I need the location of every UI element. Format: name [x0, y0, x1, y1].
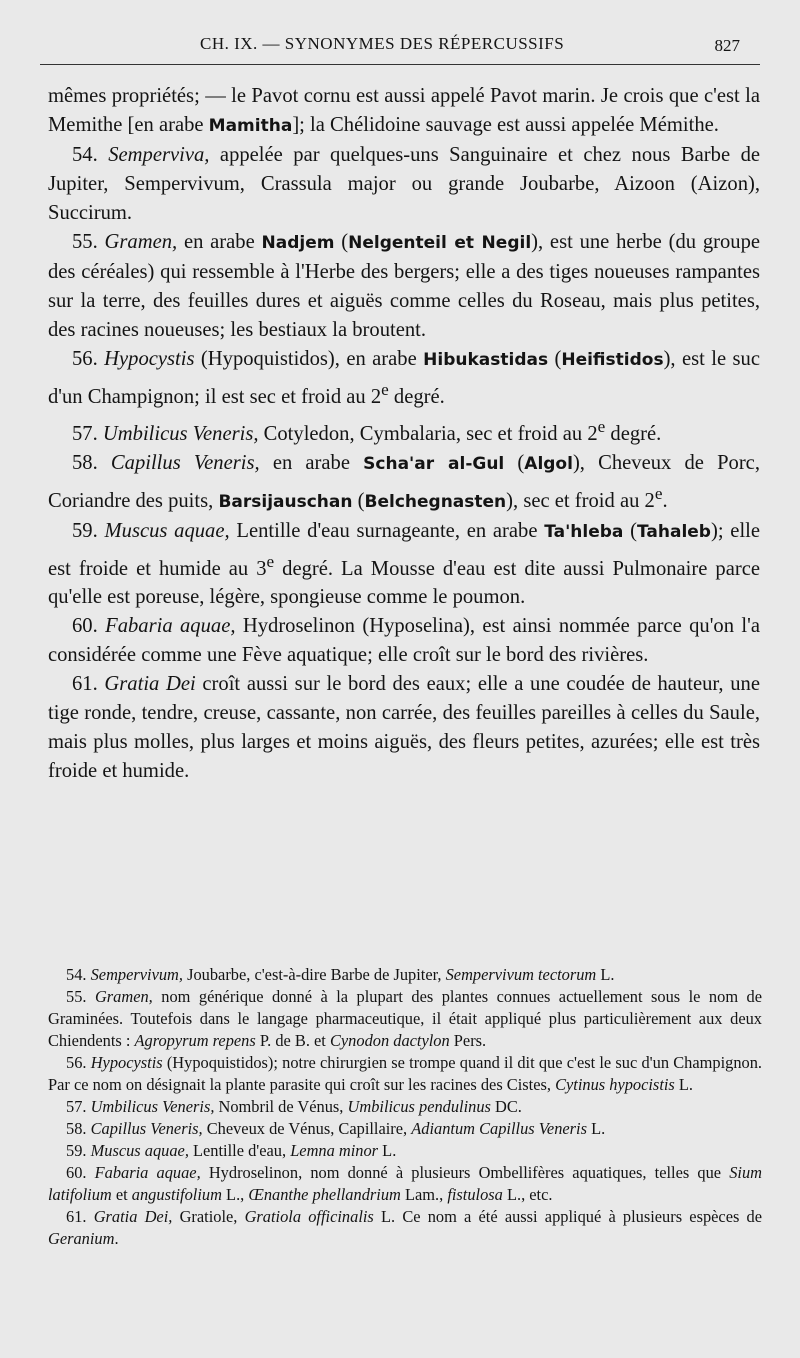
text-span: 61.	[66, 1207, 94, 1226]
text-span: 59.	[66, 1141, 91, 1160]
arabic-term: Scha'ar al-Gul	[363, 453, 505, 474]
footnote-61	[48, 1206, 762, 1250]
text-span: L.,	[221, 1185, 249, 1204]
text-span: et	[111, 1185, 132, 1204]
text-span: ), est une herbe (du groupe des céréales) qui ressemble à l'Herbe des bergers; elle a des tiges noueuses rampantes sur la terre, des feuilles dures et aiguës comme celles du Roseau, mais plus petites, des racines noueuses; les bestiaux la broutent.	[48, 231, 761, 341]
running-header	[40, 30, 760, 65]
text-span: en arabe	[259, 451, 364, 474]
latin-name: Umbilicus Veneris,	[90, 1097, 215, 1116]
text-span: (	[623, 519, 637, 542]
text-span: Joubarbe, c'est-à-dire Barbe de Jupiter,	[182, 965, 446, 984]
entry-number: 55.	[72, 231, 98, 253]
text-span: L.	[596, 965, 615, 984]
text-span: .	[114, 1229, 119, 1248]
latin-name: Muscus aquae,	[104, 519, 230, 542]
text-span: ), sec et froid au 2	[506, 489, 655, 512]
latin-name: angustifolium	[131, 1185, 222, 1204]
arabic-term: Heifistidos	[561, 350, 664, 370]
text-span: Lentille d'eau,	[188, 1141, 291, 1160]
text-span: Hydroselinon, nom donné à plusieurs Ombellifères aquatiques, telles que	[200, 1163, 730, 1182]
latin-name: Gratia Dei	[104, 673, 196, 696]
text-span: Pers.	[449, 1031, 487, 1050]
footnote-54	[48, 964, 762, 986]
entry-number: 56.	[72, 348, 98, 370]
text-span: 55.	[66, 987, 95, 1006]
latin-name: Fabaria aquae,	[94, 1163, 201, 1182]
text-span: degré. La Mousse d'eau est dite aussi Pulmonaire parce qu'elle est poreuse, légère, spongieuse comme le poumon.	[48, 557, 760, 609]
latin-name: Muscus aquae,	[90, 1141, 189, 1160]
superscript: e	[266, 551, 275, 571]
latin-name: Adiantum Capillus Veneris	[411, 1119, 587, 1138]
entry-number: 61.	[72, 673, 98, 696]
text-span: 57.	[66, 1097, 91, 1116]
text-span: L.	[587, 1119, 606, 1138]
arabic-term: Nelgenteil et Negil	[348, 233, 532, 253]
footnote-58	[48, 1118, 762, 1140]
arabic-term: Nadjem	[261, 233, 335, 253]
paragraph-55	[48, 228, 760, 345]
superscript: e	[381, 380, 389, 399]
latin-name: Cytinus hypocistis	[555, 1075, 675, 1094]
paragraph-59	[48, 517, 760, 613]
text-span: L. Ce nom a été aussi appliqué à plusieurs espèces de	[373, 1207, 763, 1226]
text-span: L.	[674, 1075, 694, 1094]
text-span: (Hypoquistidos); notre chirurgien se trompe quand il dit que c'est le suc d'un Champignon. Par ce nom on désignait la plante parasite qui croît sur les racines des Cistes,	[48, 1053, 762, 1094]
text-span: 56.	[66, 1053, 91, 1072]
latin-name: Cynodon dactylon	[329, 1031, 450, 1050]
latin-name: Sempervivum,	[90, 965, 183, 984]
text-span: 54.	[66, 965, 91, 984]
latin-name: Lemna minor	[290, 1141, 379, 1160]
footnote-60	[48, 1162, 762, 1206]
text-span: Cheveux de Vénus, Capillaire,	[202, 1119, 412, 1138]
latin-name: Œnanthe phellandrium	[248, 1185, 401, 1204]
text-span: (	[504, 451, 525, 474]
text-span: P. de B. et	[255, 1031, 330, 1050]
paragraph-57	[48, 412, 760, 449]
latin-name: Gramen,	[94, 987, 153, 1006]
chapter-title: CH. IX. — SYNONYMES DES RÉPERCUSSIFS	[200, 34, 565, 53]
superscript: e	[654, 483, 663, 503]
latin-name: Semperviva,	[108, 144, 210, 166]
text-span: appelée par quelques-uns Sanguinaire et chez nous Barbe de Jupiter, Sempervivum, Crassula major ou grande Joubarbe, Aizoon (Aizon), Succirum.	[48, 144, 761, 224]
arabic-term: Belchegnasten	[364, 491, 507, 512]
footnote-56	[48, 1052, 762, 1096]
latin-name: fistulosa	[447, 1185, 503, 1204]
text-span: Cotyledon, Cymbalaria, sec et froid au 2	[258, 422, 598, 445]
paragraph-continuation	[48, 82, 760, 141]
text-span: en arabe	[177, 231, 262, 253]
text-span: Gratiole,	[172, 1207, 245, 1226]
footnote-57	[48, 1096, 762, 1118]
text-span: croît aussi sur le bord des eaux; elle a une coudée de hauteur, une tige ronde, tendre, creuse, cassante, non carrée, des feuilles pareilles à celles du Saule, mais plus molles, plus larges et moins aiguës, des fleurs petites, azurées; elle est très froide et humide.	[48, 673, 760, 783]
text-span: ]; la Chélidoine sauvage est aussi appelée Mémithe.	[292, 114, 719, 136]
text-span: mêmes propriétés; — le Pavot cornu est aussi appelé Pavot marin. Je crois que c'est la Memithe [en arabe	[48, 85, 760, 136]
entry-number: 60.	[72, 615, 98, 638]
text-span: Hydroselinon (Hyposelina), est ainsi nommée parce qu'on l'a considérée comme une Fève aquatique; elle croît sur le bord des rivières.	[48, 615, 760, 667]
latin-name: Umbilicus Veneris,	[102, 422, 259, 445]
latin-name: Sempervivum tectorum	[445, 965, 597, 984]
text-span: nom générique donné à la plupart des plantes connues actuellement sous le nom de Graminées. Toutefois dans le langage pharmaceutique, il était appliqué plus particulièrement aux deux Chiendents :	[48, 987, 763, 1050]
paragraph-61	[48, 670, 760, 786]
paragraph-56	[48, 345, 760, 412]
text-span: L., etc.	[502, 1185, 553, 1204]
footnote-59	[48, 1140, 762, 1162]
text-span: Lam.,	[400, 1185, 448, 1204]
latin-name: Gramen,	[104, 231, 178, 253]
paragraph-58	[48, 449, 760, 517]
text-span: (	[352, 489, 365, 512]
latin-name: Geranium	[48, 1229, 115, 1248]
arabic-term: Tahaleb	[637, 521, 711, 542]
text-span: 60.	[66, 1163, 95, 1182]
latin-name: Gratia Dei,	[93, 1207, 173, 1226]
text-span: ), est le suc d'un Champignon; il est sec et froid au 2	[48, 348, 760, 408]
latin-name: Capillus Veneris,	[90, 1119, 203, 1138]
latin-name: Fabaria aquae,	[105, 615, 236, 638]
latin-name: Capillus Veneris,	[110, 451, 260, 474]
latin-name: Agropyrum repens	[134, 1031, 256, 1050]
entry-number: 57.	[72, 422, 98, 445]
paragraph-54	[48, 141, 760, 228]
text-span: Nombril de Vénus,	[214, 1097, 348, 1116]
superscript: e	[597, 416, 606, 436]
footnotes	[48, 964, 762, 1250]
arabic-term: Ta'hleba	[544, 521, 624, 542]
latin-name: Gratiola officinalis	[244, 1207, 374, 1226]
text-span: (	[548, 348, 562, 370]
arabic-term: Mamitha	[208, 116, 293, 136]
text-span: degré.	[605, 422, 662, 445]
text-span: L.	[378, 1141, 397, 1160]
latin-name: Hypocystis	[90, 1053, 163, 1072]
paragraph-60	[48, 612, 760, 670]
text-span: ); elle est froide et humide au 3	[48, 519, 761, 580]
arabic-term: Algol	[524, 453, 573, 474]
page-number: 827	[714, 36, 740, 55]
footnote-55	[48, 986, 762, 1052]
text-span: (	[334, 231, 349, 253]
text-span: DC.	[490, 1097, 522, 1116]
text-span: ), Cheveux de Porc, Coriandre des puits,	[48, 451, 760, 512]
text-span: .	[662, 489, 668, 512]
entry-number: 54.	[72, 144, 98, 166]
entry-number: 58.	[72, 451, 98, 474]
arabic-term: Hibukastidas	[423, 350, 549, 370]
arabic-term: Barsijauschan	[218, 491, 353, 512]
main-text	[48, 82, 760, 786]
text-span: 58.	[66, 1119, 91, 1138]
text-span: Lentille d'eau surnageante, en arabe	[229, 519, 545, 542]
latin-name: Sium latifolium	[48, 1163, 762, 1204]
latin-name: Hypocystis	[104, 348, 195, 370]
entry-number: 59.	[72, 519, 98, 542]
text-span: (Hypoquistidos), en arabe	[194, 348, 424, 370]
latin-name: Umbilicus pendulinus	[347, 1097, 491, 1116]
text-span: degré.	[388, 385, 445, 408]
